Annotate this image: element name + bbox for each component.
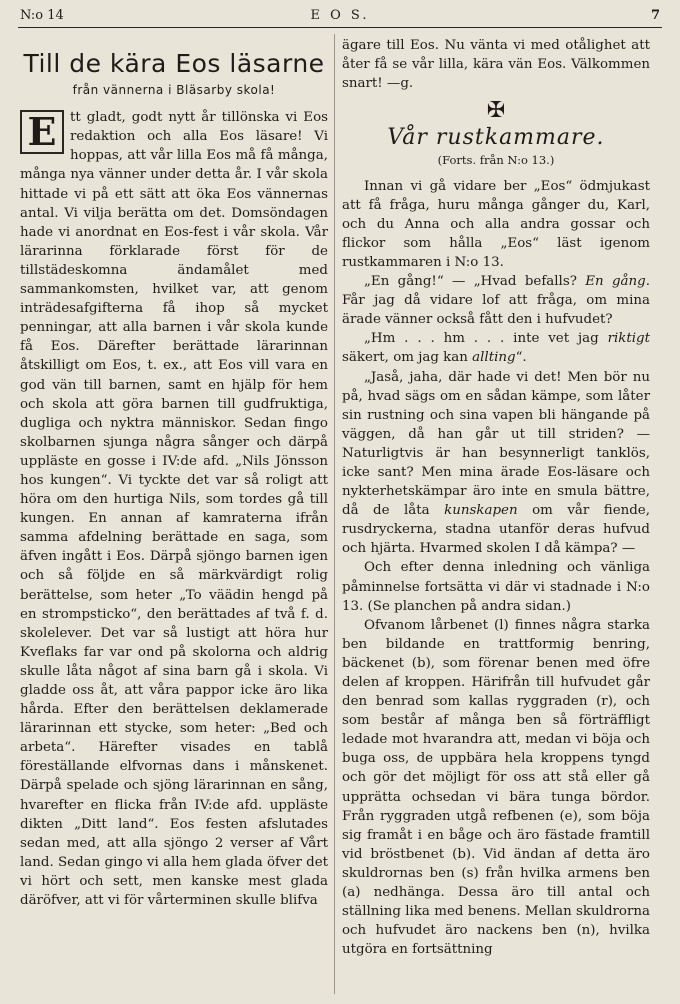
issue-number: N:o 14 (20, 8, 64, 23)
article-paragraph: Ofvanom lårbenet (l) finnes några starka ben bildande en trattformig benring, bäckenet (b), som förenar benen med öfre delen af kroppen. Härifrån till hufvudet går den benrad som kallas ryggraden (r), och som består af många ben så förträffligt ledade mot hvarandra att, medan vi böja och buga oss, de uppbära hela kroppens tyngd och gör det möjligt för oss att stå eller gå upprätta ochsedan vi bära tunga bördor. Från ryggraden utgå refbenen (e), som böja sig framåt i en båge och äro fästade framtill vid bröstbenet (b). Vid ändan af detta äro skuldrornas ben (s) från hvilka armens ben (a) nedhänga. Dessa äro till antal och ställning lika med benens. Mellan skuldrorna och hufvudet äro nackens ben (n), hvilka utgöra en fortsättning (342, 617, 650, 958)
letter-paragraph: tt gladt, godt nytt år tillönska vi Eos redaktion och alla Eos läsare! Vi hoppas, att vår lilla Eos må få många, många nya vänner under detta år. I vår skola hittade vi på ett sätt att öka Eos vännernas antal. Vi vilja berätta om det. Domsöndagen hade vi anordnat en Eos-fest i vår skola. Vår lärarinna förklarade först för de tillstädeskomna ändamålet med sammankomsten, hvilket var, att genom inträdesafgifterna få ihop så mycket penningar, att alla barnen i vår skola kunde få Eos. Därefter berättade lärarinnan åtskilligt om Eos, t. ex., att Eos vill vara en god vän till barnen, samt en hjälp för hem och skola att göra barnen till gudfruktiga, dugliga och nyktra människor. Sedan fingo skolbarnen sjunga några sånger och därpå uppläste en gosse i IV:de afd. „Nils Jönsson hos kungen“. Vi tyckte det var så roligt att höra om den hurtiga Nils, som tordes gå till kungen. En annan af kamraterna ifrån samma afdelning berättade en saga, som äfven ingått i Eos. Därpå sjöngo barnen igen och så följde en så märkvärdigt rolig berättelse, som heter „To väädin hengd på en strompsticko“, den berättades af två f. d. skolelever. Det var så lustigt att höra hur Kveflaks far var ond på skolorna och aldrig skulle låta något af sina barn gå i skola. Vi gladde oss åt, att våra pappor icke äro lika hårda. Efter den berättelsen deklamerade lärarinnan ett stycke, som heter: „Bed och arbeta“. Härefter visades en tablå föreställande elfvornas dans i månskenet. Därpå spelade och sjöng lärarinnan en sång, hvarefter en flicka från IV:de afd. uppläste dikten „Ditt land“. Eos festen afslutades sedan med, att alla sjöngo 2 verser af Vårt land. Sedan gingo vi alla hem glada öfver det vi hört och sett, men kanske mest glada däröfver, att vi för vårterminen skulle blifva (20, 110, 328, 909)
journal-title: E O S. (310, 8, 370, 23)
letter-subtitle: från vännerna i Bläsarby skola! (72, 83, 276, 98)
letter-title: Till de kära Eos läsarne (23, 49, 325, 78)
left-column (20, 36, 328, 910)
page-number: 7 (650, 8, 660, 23)
article-paragraph: Innan vi gå vidare ber „Eos“ ödmjukast att få fråga, huru många gånger du, Karl, och du Anna och alla andra gossar och flickor som hålla „Eos“ läst igenom rustkammaren i N:o 13. (342, 178, 650, 270)
article-paragraph: „En gång!“ — „Hvad befalls? En gång. Får jag då vidare lof att fråga, om mina ärade vänner också fått den i hufvudet? (342, 274, 650, 328)
article-paragraph: „Jaså, jaha, där hade vi det! Men bör nu på, hvad sägs om en sådan kämpe, som låter sin rustning och sina vapen bli hängande på väggen, då han går ut till striden? — Naturligtvis är han besynnerligt tanklös, icke sant? Men mina ärade Eos-läsare och nykterhetskämpar äro inte en smula bättre, då de låta kunskapen om vår fiende, rusdryckerna, stadna utanför deras hufvud och hjärta. Hvarmed skolen I då kämpa? — (342, 369, 650, 557)
right-column (342, 36, 650, 959)
article-paragraph: Och efter denna inledning och vänliga påminnelse fortsätta vi där vi stadnade i N:o 13. (Se planchen på andra sidan.) (342, 560, 650, 614)
continued-note: (Forts. från N:o 13.) (437, 153, 555, 168)
letter-continuation: ägare till Eos. Nu vänta vi med otålighet att åter få se vår lilla, kära vän Eos. Välkommen snart! —g. (342, 38, 650, 92)
header-rule (18, 27, 662, 28)
column-divider (334, 34, 335, 994)
article-paragraph: „Hm . . . hm . . . inte vet jag riktigt säkert, om jag kan allting“. (342, 331, 650, 366)
letter-signature: —g. (386, 76, 414, 92)
page-header (20, 8, 660, 26)
ornament-icon: ✠ (486, 98, 506, 124)
dropcap-letter: E (20, 110, 64, 154)
letter-body (20, 108, 328, 910)
article-title: Vår rustkammare. (387, 125, 605, 151)
